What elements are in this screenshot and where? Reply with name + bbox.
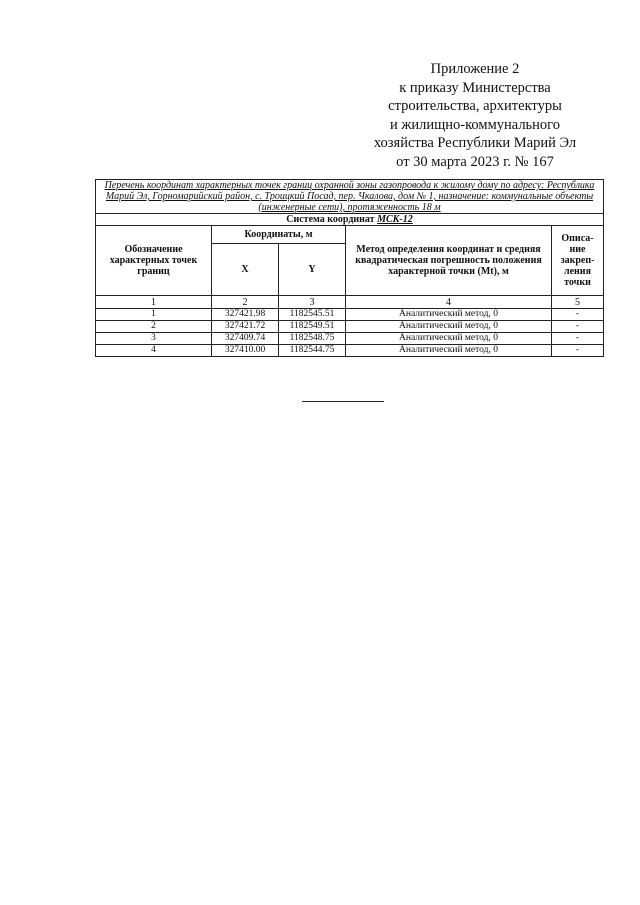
header-coordinates: Координаты, м — [212, 226, 346, 244]
cell-description: - — [552, 309, 604, 321]
appendix-line: и жилищно-коммунального — [389, 116, 561, 133]
column-number: 1 — [96, 296, 212, 309]
column-number: 4 — [346, 296, 552, 309]
cell-point: 4 — [96, 345, 212, 357]
appendix-line: хозяйства Республики Марий Эл — [373, 135, 577, 151]
coordinate-system-label: Система координат — [286, 214, 375, 225]
coordinate-system-name: МСК-12 — [377, 214, 413, 225]
cell-point: 3 — [96, 333, 212, 345]
cell-method: Аналитический метод, 0 — [346, 309, 552, 321]
cell-y: 1182544.75 — [279, 345, 346, 357]
column-number: 2 — [212, 296, 279, 309]
appendix-line: от 30 марта 2023 г. № 167 — [396, 153, 554, 170]
column-number: 5 — [552, 296, 604, 309]
cell-point: 1 — [96, 309, 212, 321]
column-number: 3 — [279, 296, 346, 309]
cell-description: - — [552, 345, 604, 357]
cell-y: 1182549.51 — [279, 321, 346, 333]
cell-y: 1182548.75 — [279, 333, 346, 345]
cell-x: 327421.72 — [212, 321, 279, 333]
table-row — [96, 345, 604, 357]
header-method: Метод определения координат и средняя квадратическая погрешность положения характерной точки (Mt), м — [346, 226, 552, 296]
cell-point: 2 — [96, 321, 212, 333]
cell-description: - — [552, 321, 604, 333]
cell-method: Аналитический метод, 0 — [346, 321, 552, 333]
appendix-line: к приказу Министерства — [399, 79, 551, 96]
table-row — [96, 333, 604, 345]
header-description: Описа-ние закреп-ления точки — [552, 226, 604, 296]
cell-x: 327421.98 — [212, 309, 279, 321]
cell-description: - — [552, 333, 604, 345]
cell-method: Аналитический метод, 0 — [346, 333, 552, 345]
coordinates-table — [95, 179, 604, 357]
cell-x: 327409.74 — [212, 333, 279, 345]
end-rule — [302, 401, 384, 402]
coordinate-system-row — [96, 214, 604, 226]
header-x: X — [212, 244, 279, 296]
cell-method: Аналитический метод, 0 — [346, 345, 552, 357]
table-row — [96, 321, 604, 333]
header-y: Y — [279, 244, 346, 296]
appendix-line: строительства, архитектуры — [388, 98, 562, 114]
column-number-row — [96, 296, 604, 309]
header-point: Обозначение характерных точек границ — [96, 226, 212, 296]
table-row — [96, 309, 604, 321]
table-title: Перечень координат характерных точек границ охранной зоны газопровода к жилому дому по адресу: Республика Марий Эл, Горномарийский район, с. Троицкий Посад, пер. Чкалова, дом № 1, назначение: коммунальные объекты (инженерные сети), протяженность 18 м — [96, 180, 604, 214]
cell-x: 327410.00 — [212, 345, 279, 357]
cell-y: 1182545.51 — [279, 309, 346, 321]
appendix-header — [330, 60, 620, 171]
appendix-line: Приложение 2 — [430, 61, 520, 77]
